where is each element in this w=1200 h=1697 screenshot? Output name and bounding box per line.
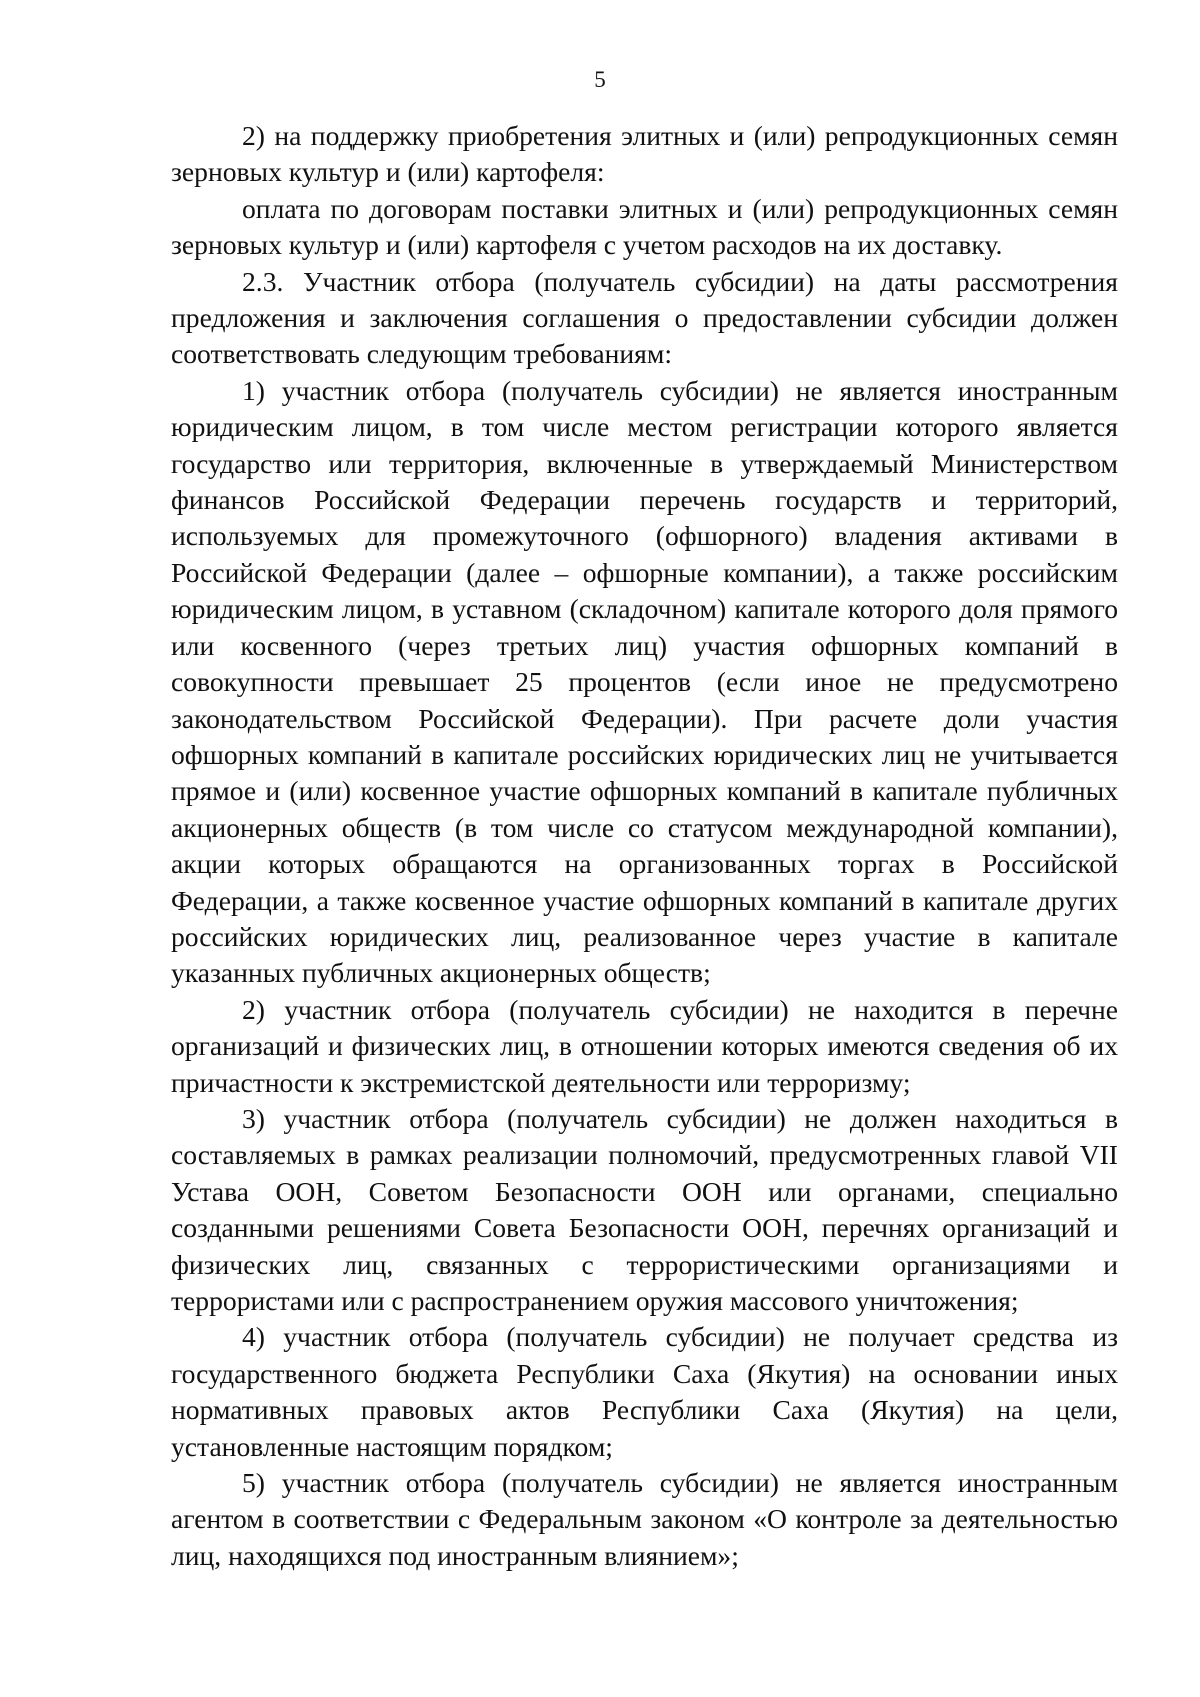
paragraph-payment-contracts: оплата по договорам поставки элитных и (или) репродукционных семян зерновых культур и (или) картофеля с учетом расходов на их доставку. — [171, 192, 1118, 261]
paragraph-requirement-1: 1) участник отбора (получатель субсидии) не является иностранным юридическим лицом, в том числе местом регистрации которого является государство или территория, включенные в утверждаемый Министерством финансов Российской Федерации перечень государств и территорий, используемых для промежуточного (офшорного) владения активами в Российской Федерации (далее – офшорные компании), а также российским юридическим лицом, в уставном (складочном) капитале которого доля прямого или косвенного (через третьих лиц) участия офшорных компаний в совокупности превышает 25 процентов (если иное не предусмотрено законодательством Российской Федерации). При расчете доли участия офшорных компаний в капитале российских юридических лиц не учитывается прямое и (или) косвенное участие офшорных компаний в капитале публичных акционерных обществ (в том числе со статусом международной компании), акции которых обращаются на организованных торгах в Российской Федерации, а также косвенное участие офшорных компаний в капитале других российских юридических лиц, реализованное через участие в капитале указанных публичных акционерных обществ; — [171, 374, 1118, 989]
paragraph-requirement-4: 4) участник отбора (получатель субсидии) не получает средства из государственного бюджета Республики Саха (Якутия) на основании иных нормативных правовых актов Республики Саха (Якутия) на цели, установленные настоящим порядком; — [171, 1321, 1118, 1462]
paragraph-section-2-3: 2.3. Участник отбора (получатель субсидии) на даты рассмотрения предложения и заключения соглашения о предоставлении субсидии должен соответствовать следующим требованиям: — [171, 265, 1118, 370]
paragraph-seed-support: 2) на поддержку приобретения элитных и (или) репродукционных семян зерновых культур и (или) картофеля: — [171, 120, 1118, 188]
paragraph-requirement-2: 2) участник отбора (получатель субсидии) не находится в перечне организаций и физических лиц, в отношении которых имеются сведения об их причастности к экстремистской деятельности или терроризму; — [171, 993, 1118, 1098]
document-body — [171, 118, 1118, 1574]
paragraph-requirement-5: 5) участник отбора (получатель субсидии) не является иностранным агентом в соответствии с Федеральным законом «О контроле за деятельностью лиц, находящихся под иностранным влиянием»; — [171, 1467, 1118, 1571]
page-number: 5 — [594, 67, 606, 92]
paragraph-requirement-3: 3) участник отбора (получатель субсидии) не должен находиться в составляемых в рамках реализации полномочий, предусмотренных главой VII Устава ООН, Советом Безопасности ООН или органами, специально созданными решениями Совета Безопасности ООН, перечнях организаций и физических лиц, связанных с террористическими организациями и террористами или с распространением оружия массового уничтожения; — [171, 1102, 1118, 1316]
